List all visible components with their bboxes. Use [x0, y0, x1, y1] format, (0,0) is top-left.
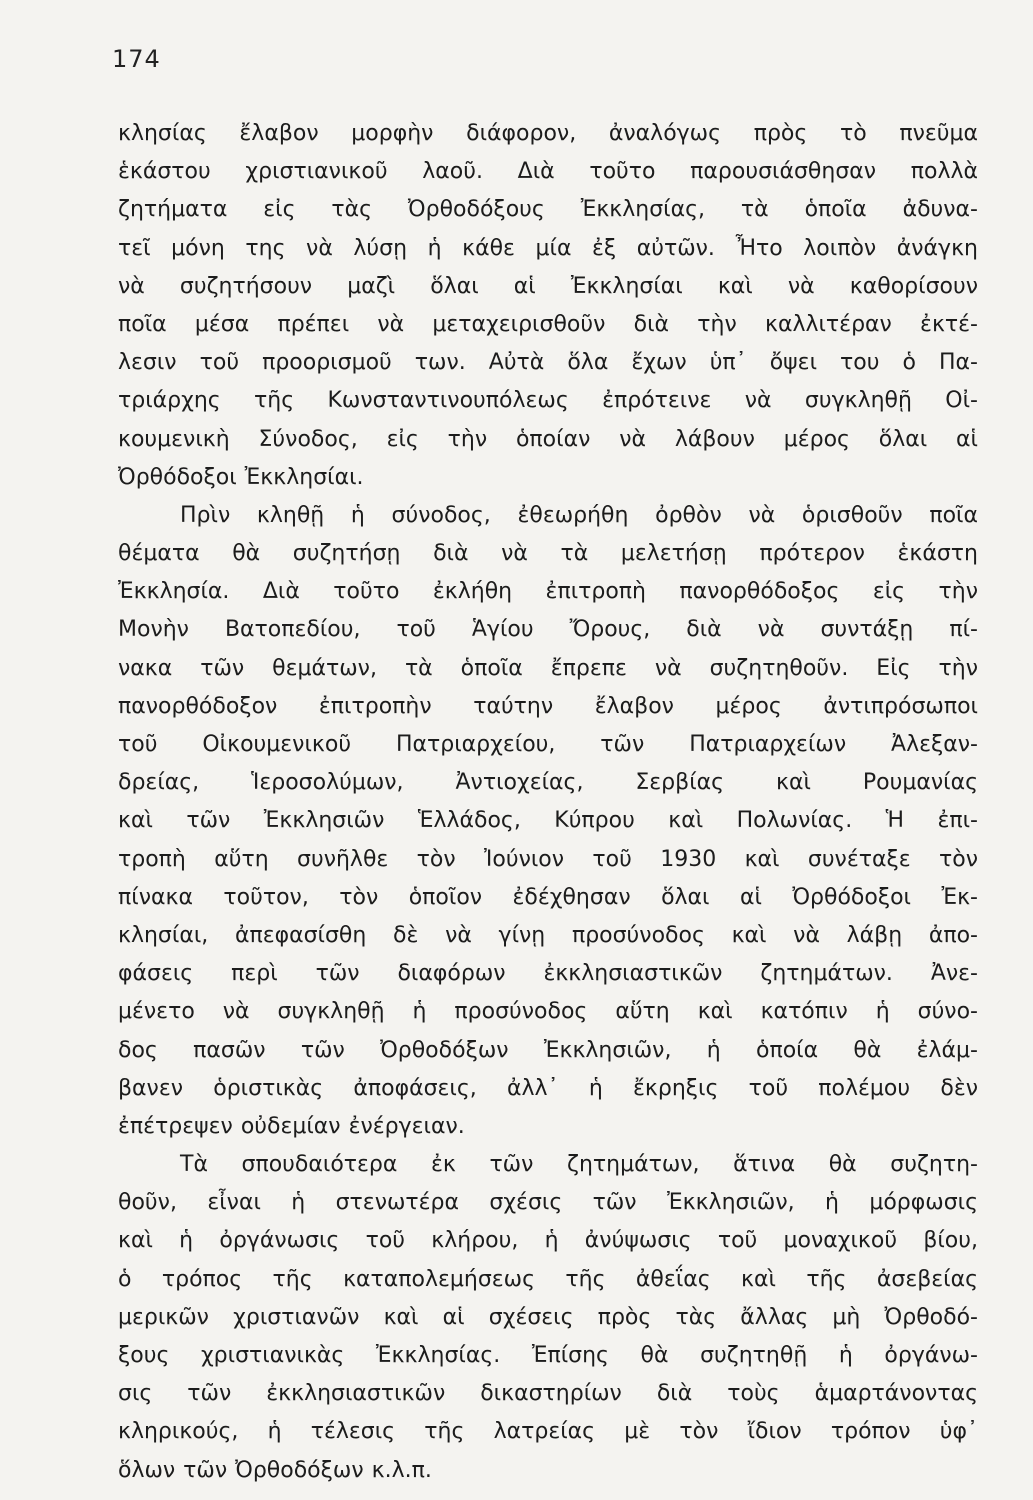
text-line: θοῦν, εἶναι ἡ στενωτέρα σχέσις τῶν Ἐκκλησιῶν, ἡ μόρφωσις: [118, 1190, 978, 1216]
text-line: βανεν ὁριστικὰς ἀποφάσεις, ἀλλ᾽ ἡ ἔκρηξις τοῦ πολέμου δὲν: [118, 1075, 978, 1101]
text-line: τριάρχης τῆς Κωνσταντινουπόλεως ἐπρότεινε νὰ συγκληθῇ Οἰ-: [118, 388, 978, 414]
text-line: κληρικούς, ἡ τέλεσις τῆς λατρείας μὲ τὸν ἴδιον τρόπον ὑφ᾽: [118, 1419, 978, 1445]
text-line: τοῦ Οἰκουμενικοῦ Πατριαρχείου, τῶν Πατριαρχείων Ἀλεξαν-: [118, 732, 978, 757]
text-line: φάσεις περὶ τῶν διαφόρων ἐκκλησιαστικῶν ζητημάτων. Ἀνε-: [118, 961, 978, 987]
text-line: Ἐκκλησία. Διὰ τοῦτο ἐκλήθη ἐπιτροπὴ πανορθόδοξος εἰς τὴν: [118, 579, 978, 605]
page-number: 174: [112, 45, 161, 73]
text-line: ἑκάστου χριστιανικοῦ λαοῦ. Διὰ τοῦτο παρουσιάσθησαν πολλὰ: [118, 159, 978, 185]
text-line: Ὀρθόδοξοι Ἐκκλησίαι.: [118, 464, 364, 490]
text-line: ὁ τρόπος τῆς καταπολεμήσεως τῆς ἀθεΐας καὶ τῆς ἀσεβείας: [118, 1266, 978, 1292]
text-line: κλησίας ἔλαβον μορφὴν διάφορον, ἀναλόγως πρὸς τὸ πνεῦμα: [118, 121, 978, 146]
text-line: Τὰ σπουδαιότερα ἐκ τῶν ζητημάτων, ἅτινα θὰ συζητη-: [180, 1152, 978, 1178]
text-line: λεσιν τοῦ προορισμοῦ των. Αὐτὰ ὅλα ἔχων ὑπ᾽ ὄψει του ὁ Πα-: [118, 350, 978, 376]
text-line: νὰ συζητήσουν μαζὶ ὅλαι αἱ Ἐκκλησίαι καὶ νὰ καθορίσουν: [118, 273, 978, 299]
text-line: κουμενικὴ Σύνοδος, εἰς τὴν ὁποίαν νὰ λάβουν μέρος ὅλαι αἱ: [118, 426, 978, 452]
text-line: ὅλων τῶν Ὀρθοδόξων κ.λ.π.: [118, 1457, 432, 1483]
text-line: τεῖ μόνη της νὰ λύσῃ ἡ κάθε μία ἐξ αὐτῶν. Ἦτο λοιπὸν ἀνάγκη: [118, 235, 978, 261]
text-line: τροπὴ αὕτη συνῆλθε τὸν Ἰούνιον τοῦ 1930 καὶ συνέταξε τὸν: [118, 846, 978, 872]
text-line: Πρὶν κληθῇ ἡ σύνοδος, ἐθεωρήθη ὀρθὸν νὰ ὁρισθοῦν ποῖα: [180, 502, 978, 528]
text-line: ζητήματα εἰς τὰς Ὀρθοδόξους Ἐκκλησίας, τὰ ὁποῖα ἀδυνα-: [118, 197, 978, 223]
body-text: [118, 115, 978, 1490]
text-line: σις τῶν ἐκκλησιαστικῶν δικαστηρίων διὰ τοὺς ἁμαρτάνοντας: [118, 1381, 978, 1407]
text-line: μερικῶν χριστιανῶν καὶ αἱ σχέσεις πρὸς τὰς ἄλλας μὴ Ὀρθοδό-: [118, 1304, 978, 1330]
text-line: καὶ τῶν Ἐκκλησιῶν Ἑλλάδος, Κύπρου καὶ Πολωνίας. Ἡ ἐπι-: [118, 808, 978, 834]
text-line: πίνακα τοῦτον, τὸν ὁποῖον ἐδέχθησαν ὅλαι αἱ Ὀρθόδοξοι Ἐκ-: [118, 884, 978, 910]
text-line: ποῖα μέσα πρέπει νὰ μεταχειρισθοῦν διὰ τὴν καλλιτέραν ἐκτέ-: [118, 311, 978, 337]
text-line: Μονὴν Βατοπεδίου, τοῦ Ἁγίου Ὄρους, διὰ νὰ συντάξῃ πί-: [118, 617, 978, 643]
text-line: νακα τῶν θεμάτων, τὰ ὁποῖα ἔπρεπε νὰ συζητηθοῦν. Εἰς τὴν: [118, 655, 978, 681]
text-line: καὶ ἡ ὀργάνωσις τοῦ κλήρου, ἡ ἀνύψωσις τοῦ μοναχικοῦ βίου,: [118, 1228, 978, 1254]
text-line: κλησίαι, ἀπεφασίσθη δὲ νὰ γίνῃ προσύνοδος καὶ νὰ λάβῃ ἀπο-: [118, 922, 978, 948]
text-line: δρείας, Ἱεροσολύμων, Ἀντιοχείας, Σερβίας καὶ Ρουμανίας: [118, 770, 978, 796]
text-line: ξους χριστιανικὰς Ἐκκλησίας. Ἐπίσης θὰ συζητηθῇ ἡ ὀργάνω-: [118, 1343, 978, 1368]
text-line: ἐπέτρεψεν οὐδεμίαν ἐνέργειαν.: [118, 1113, 465, 1139]
text-line: θέματα θὰ συζητήσῃ διὰ νὰ τὰ μελετήσῃ πρότερον ἑκάστη: [118, 541, 978, 567]
text-line: δος πασῶν τῶν Ὀρθοδόξων Ἐκκλησιῶν, ἡ ὁποία θὰ ἐλάμ-: [118, 1037, 978, 1063]
text-line: πανορθόδοξον ἐπιτροπὴν ταύτην ἔλαβον μέρος ἀντιπρόσωποι: [118, 693, 978, 719]
text-line: μένετο νὰ συγκληθῇ ἡ προσύνοδος αὕτη καὶ κατόπιν ἡ σύνο-: [118, 999, 978, 1025]
